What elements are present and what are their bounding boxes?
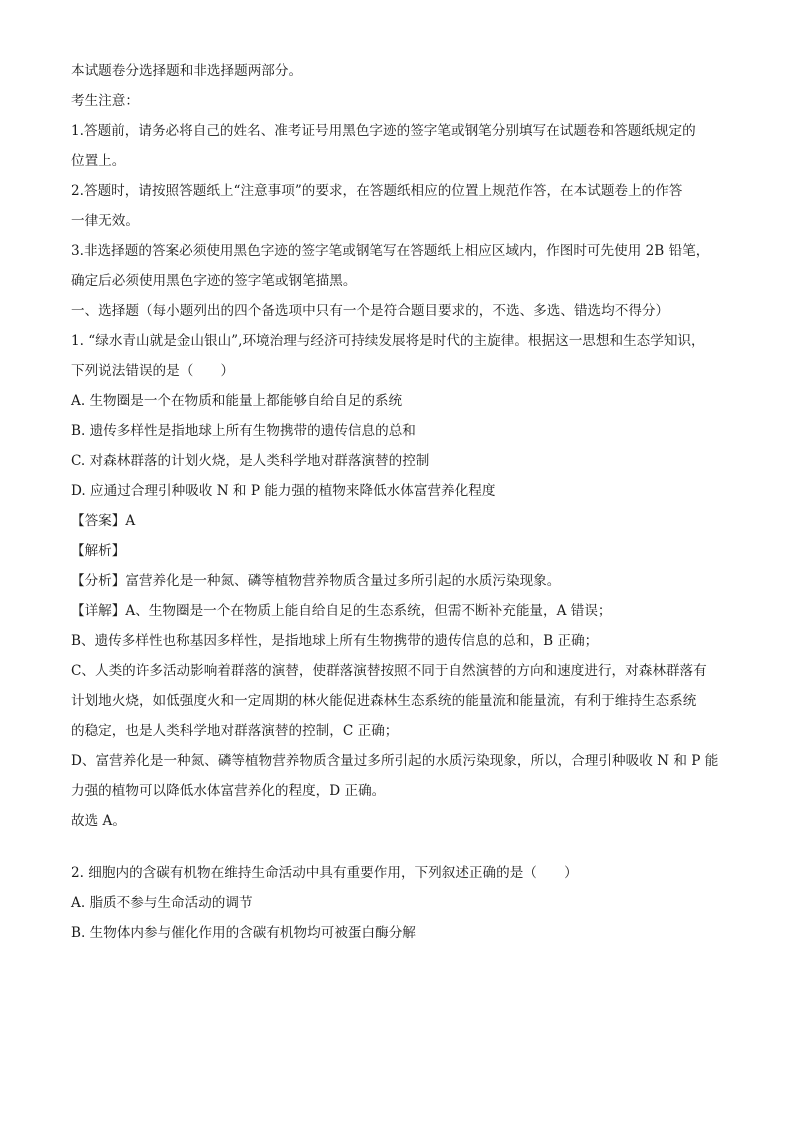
q1-stem-line-1: 1. “绿水青山就是金山银山”,环境治理与经济可持续发展将是时代的主旋律。根据这一思想和生态学知识， (71, 333, 705, 349)
notice-2-line-1: 2.答题时，请按照答题纸上“注意事项”的要求，在答题纸相应的位置上规范作答，在本试题卷上的作答 (71, 183, 683, 199)
q1-option-a: A. 生物圈是一个在物质和能量上都能够自给自足的系统 (71, 393, 403, 409)
q2-option-a: A. 脂质不参与生命活动的调节 (71, 895, 253, 911)
q1-analysis-label: 【解析】 (71, 543, 126, 559)
intro-text: 本试题卷分选择题和非选择题两部分。 (71, 63, 303, 79)
q1-xiangjie-a: 【详解】A、生物圈是一个在物质上能自给自足的生态系统，但需不断补充能量，A 错误； (71, 603, 612, 619)
q1-stem-line-2: 下列说法错误的是（ ） (71, 363, 235, 379)
q1-xiangjie-d-line-2: 力强的植物可以降低水体富营养化的程度，D 正确。 (71, 783, 386, 799)
q1-conclusion: 故选 A。 (71, 813, 126, 829)
notice-2-line-2: 一律无效。 (71, 213, 139, 229)
q1-option-d: D. 应通过合理引种吸收 N 和 P 能力强的植物来降低水体富营养化程度 (71, 483, 496, 499)
q1-option-b: B. 遗传多样性是指地球上所有生物携带的遗传信息的总和 (71, 423, 416, 439)
q2-stem: 2. 细胞内的含碳有机物在维持生命活动中具有重要作用，下列叙述正确的是（ ） (71, 865, 578, 881)
q1-answer: 【答案】A (71, 513, 136, 529)
q1-xiangjie-d-line-1: D、富营养化是一种氮、磷等植物营养物质含量过多所引起的水质污染现象，所以，合理引种吸收 N 和 P 能 (71, 753, 719, 769)
q1-xiangjie-c-line-2: 计划地火烧，如低强度火和一定周期的林火能促进森林生态系统的能量流和能量流，有利于维持生态系统 (71, 693, 697, 709)
notice-1-line-1: 1.答题前，请务必将自己的姓名、准考证号用黑色字迹的签字笔或钢笔分别填写在试题卷和答题纸规定的 (71, 123, 696, 139)
q1-fenxi: 【分析】富营养化是一种氮、磷等植物营养物质含量过多所引起的水质污染现象。 (71, 573, 561, 589)
section-heading: 一、选择题（每小题列出的四个备选项中只有一个是符合题目要求的，不选、多选、错选均不得分） (71, 303, 670, 319)
notice-3-line-2: 确定后必须使用黑色字迹的签字笔或钢笔描黑。 (71, 273, 357, 289)
notice-title: 考生注意： (71, 93, 139, 109)
q1-option-c: C. 对森林群落的计划火烧，是人类科学地对群落演替的控制 (71, 453, 430, 469)
q1-xiangjie-b: B、遗传多样性也称基因多样性，是指地球上所有生物携带的遗传信息的总和，B 正确； (71, 633, 599, 649)
notice-1-line-2: 位置上。 (71, 153, 126, 169)
document-page (71, 62, 726, 943)
notice-3-line-1: 3.非选择题的答案必须使用黑色字迹的签字笔或钢笔写在答题纸上相应区域内，作图时可先使用 2B 铅笔， (71, 243, 710, 259)
q1-xiangjie-c-line-3: 的稳定，也是人类科学地对群落演替的控制，C 正确； (71, 723, 399, 739)
q1-xiangjie-c-line-1: C、人类的许多活动影响着群落的演替，使群落演替按照不同于自然演替的方向和速度进行，对森林群落有 (71, 663, 707, 679)
q2-option-b: B. 生物体内参与催化作用的含碳有机物均可被蛋白酶分解 (71, 925, 416, 941)
